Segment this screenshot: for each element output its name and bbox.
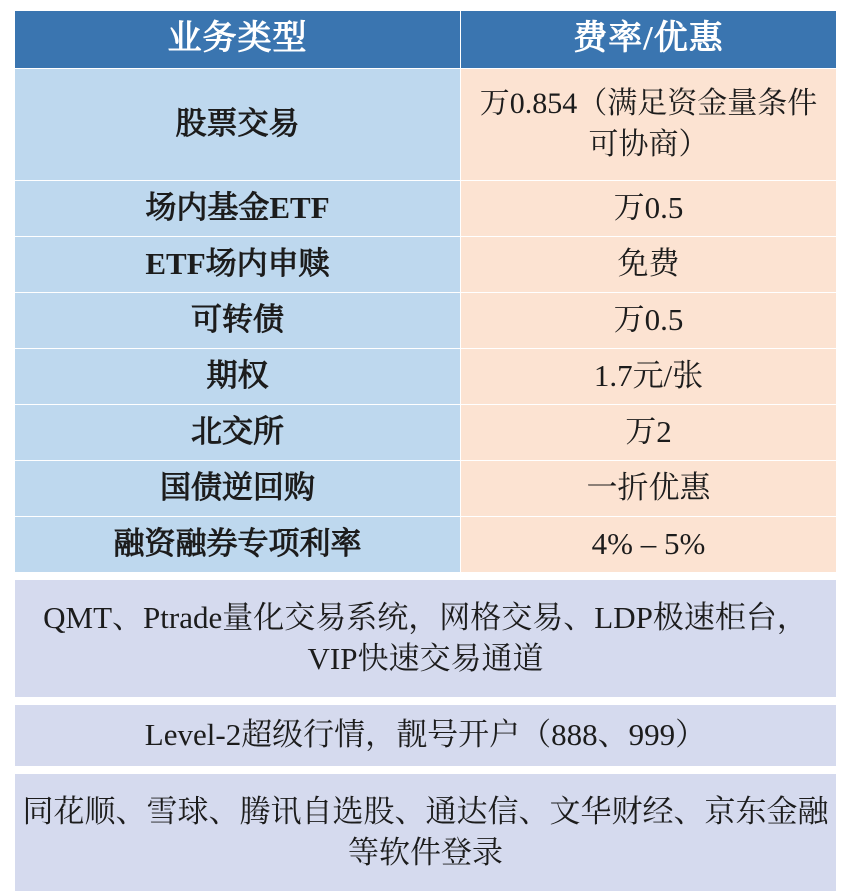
- row-value-convertible-bond: 万0.5: [461, 293, 837, 349]
- table-row: [15, 293, 837, 349]
- header-fee-rate: 费率/优惠: [461, 11, 837, 69]
- row-label-stock-trading: 股票交易: [15, 69, 461, 181]
- spacer-cell: [15, 573, 837, 580]
- note-trading-systems: QMT、Ptrade量化交易系统，网格交易、LDP极速柜台，VIP快速交易通道: [15, 580, 837, 698]
- table-row: [15, 517, 837, 573]
- row-value-bse: 万2: [461, 405, 837, 461]
- row-value-reverse-repo: 一折优惠: [461, 461, 837, 517]
- row-spacer: [15, 767, 837, 774]
- row-label-etf-subscription: ETF场内申赎: [15, 237, 461, 293]
- row-spacer: [15, 698, 837, 705]
- note-row: [15, 580, 837, 698]
- table-row: [15, 405, 837, 461]
- row-label-reverse-repo: 国债逆回购: [15, 461, 461, 517]
- table-row: [15, 461, 837, 517]
- spacer-cell: [15, 698, 837, 705]
- row-value-options: 1.7元/张: [461, 349, 837, 405]
- spacer-cell: [15, 767, 837, 774]
- row-label-convertible-bond: 可转债: [15, 293, 461, 349]
- row-value-stock-trading: 万0.854（满足资金量条件可协商）: [461, 69, 837, 181]
- header-business-type: 业务类型: [15, 11, 461, 69]
- note-level2-market-data: Level-2超级行情，靓号开户（888、999）: [15, 705, 837, 767]
- note-supported-software: 同花顺、雪球、腾讯自选股、通达信、文华财经、京东金融等软件登录: [15, 774, 837, 892]
- row-label-etf-fund: 场内基金ETF: [15, 181, 461, 237]
- table-row: [15, 349, 837, 405]
- table-row: [15, 69, 837, 181]
- row-spacer: [15, 573, 837, 580]
- table-row: [15, 237, 837, 293]
- row-label-bse: 北交所: [15, 405, 461, 461]
- row-value-etf-fund: 万0.5: [461, 181, 837, 237]
- table-row: [15, 181, 837, 237]
- row-value-margin-financing: 4% – 5%: [461, 517, 837, 573]
- note-row: [15, 705, 837, 767]
- note-row: [15, 774, 837, 892]
- fee-table: [14, 10, 837, 892]
- row-value-etf-subscription: 免费: [461, 237, 837, 293]
- row-label-options: 期权: [15, 349, 461, 405]
- row-label-margin-financing: 融资融券专项利率: [15, 517, 461, 573]
- table-header-row: [15, 11, 837, 69]
